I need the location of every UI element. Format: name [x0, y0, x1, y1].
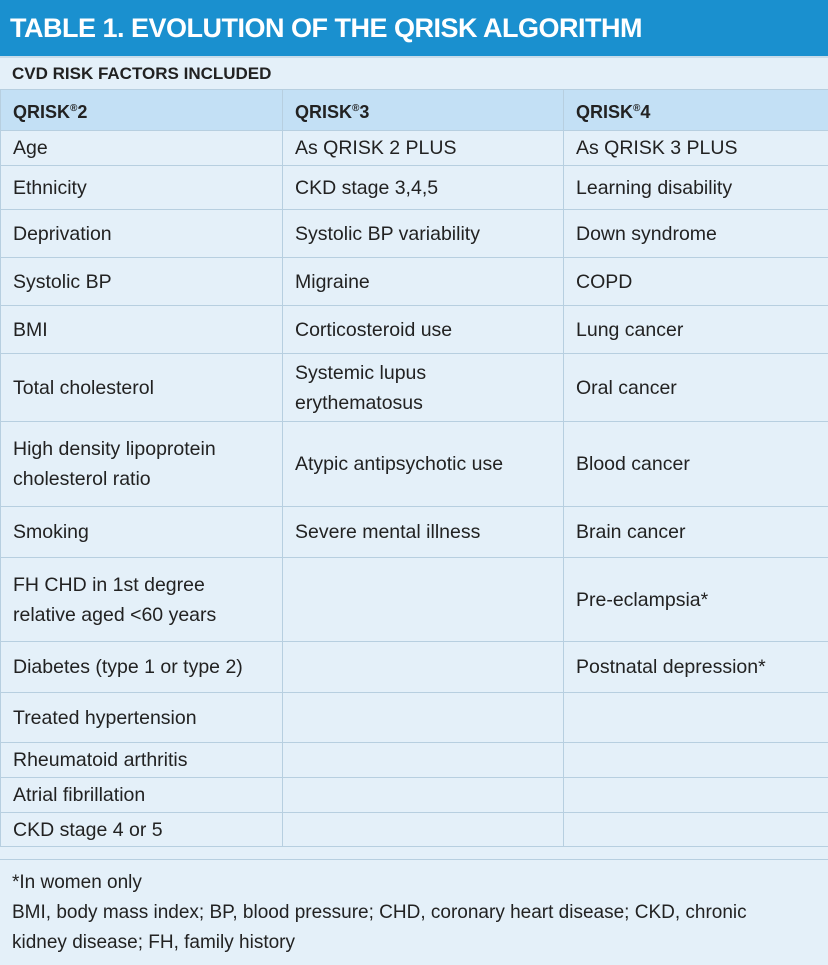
- cell-qrisk3: CKD stage 3,4,5: [283, 166, 564, 210]
- cell-qrisk3: Severe mental illness: [283, 507, 564, 558]
- cell-qrisk4: Blood cancer: [564, 422, 828, 507]
- cell-qrisk2: Treated hypertension: [1, 693, 283, 743]
- cell-qrisk3: Corticosteroid use: [283, 306, 564, 354]
- cell-qrisk3: Systolic BP variability: [283, 210, 564, 258]
- qrisk-table: [0, 89, 828, 847]
- cell-qrisk4: Postnatal depression*: [564, 642, 828, 693]
- footnote-abbreviations-line2: kidney disease; FH, family history: [12, 932, 295, 953]
- cell-qrisk2: FH CHD in 1st degree relative aged <60 years: [1, 558, 283, 642]
- table-row: [1, 306, 828, 354]
- table-row: [1, 558, 828, 642]
- cell-qrisk3: As QRISK 2 PLUS: [283, 131, 564, 166]
- cell-qrisk3: [283, 558, 564, 642]
- cell-qrisk2: Ethnicity: [1, 166, 283, 210]
- cell-qrisk4: [564, 693, 828, 743]
- cell-qrisk4: [564, 778, 828, 813]
- cell-qrisk2: Systolic BP: [1, 258, 283, 306]
- cell-qrisk3: [283, 693, 564, 743]
- table-title: TABLE 1. EVOLUTION OF THE QRISK ALGORITHM: [0, 0, 828, 56]
- cell-qrisk4: [564, 743, 828, 778]
- cell-qrisk4: As QRISK 3 PLUS: [564, 131, 828, 166]
- table-row: [1, 743, 828, 778]
- cell-qrisk4: Pre-eclampsia*: [564, 558, 828, 642]
- cell-qrisk3: [283, 642, 564, 693]
- table-row: [1, 693, 828, 743]
- cell-qrisk2: High density lipoprotein cholesterol ratio: [1, 422, 283, 507]
- cell-qrisk2: BMI: [1, 306, 283, 354]
- cell-qrisk3: Atypic antipsychotic use: [283, 422, 564, 507]
- table-row: [1, 507, 828, 558]
- table-row: [1, 210, 828, 258]
- cell-qrisk4: COPD: [564, 258, 828, 306]
- cell-qrisk2: Rheumatoid arthritis: [1, 743, 283, 778]
- table-row: [1, 131, 828, 166]
- section-heading: CVD RISK FACTORS INCLUDED: [0, 56, 828, 89]
- cell-qrisk3: [283, 813, 564, 847]
- cell-qrisk3: Systemic lupus erythematosus: [283, 354, 564, 422]
- cell-qrisk4: Lung cancer: [564, 306, 828, 354]
- cell-qrisk4: Down syndrome: [564, 210, 828, 258]
- cell-qrisk2: Atrial fibrillation: [1, 778, 283, 813]
- cell-qrisk4: Brain cancer: [564, 507, 828, 558]
- table-row: [1, 258, 828, 306]
- footnote-abbreviations-line1: BMI, body mass index; BP, blood pressure; CHD, coronary heart disease; CKD, chronic: [12, 902, 747, 923]
- cell-qrisk3: Migraine: [283, 258, 564, 306]
- footnote-women-only: *In women only: [12, 872, 142, 893]
- cell-qrisk2: Age: [1, 131, 283, 166]
- cell-qrisk4: [564, 813, 828, 847]
- table-row: [1, 813, 828, 847]
- table-row: [1, 642, 828, 693]
- header-qrisk2: QRISK®2: [1, 90, 283, 131]
- cell-qrisk3: [283, 743, 564, 778]
- table-footnotes: [0, 859, 828, 965]
- header-qrisk4: QRISK®4: [564, 90, 828, 131]
- cell-qrisk2: Deprivation: [1, 210, 283, 258]
- cell-qrisk2: CKD stage 4 or 5: [1, 813, 283, 847]
- cell-qrisk4: Learning disability: [564, 166, 828, 210]
- cell-qrisk2: Diabetes (type 1 or type 2): [1, 642, 283, 693]
- table-row: [1, 354, 828, 422]
- cell-qrisk3: [283, 778, 564, 813]
- table-row: [1, 778, 828, 813]
- cell-qrisk2: Smoking: [1, 507, 283, 558]
- header-row: [1, 90, 828, 131]
- cell-qrisk2: Total cholesterol: [1, 354, 283, 422]
- header-qrisk3: QRISK®3: [283, 90, 564, 131]
- cell-qrisk4: Oral cancer: [564, 354, 828, 422]
- table-row: [1, 166, 828, 210]
- table-row: [1, 422, 828, 507]
